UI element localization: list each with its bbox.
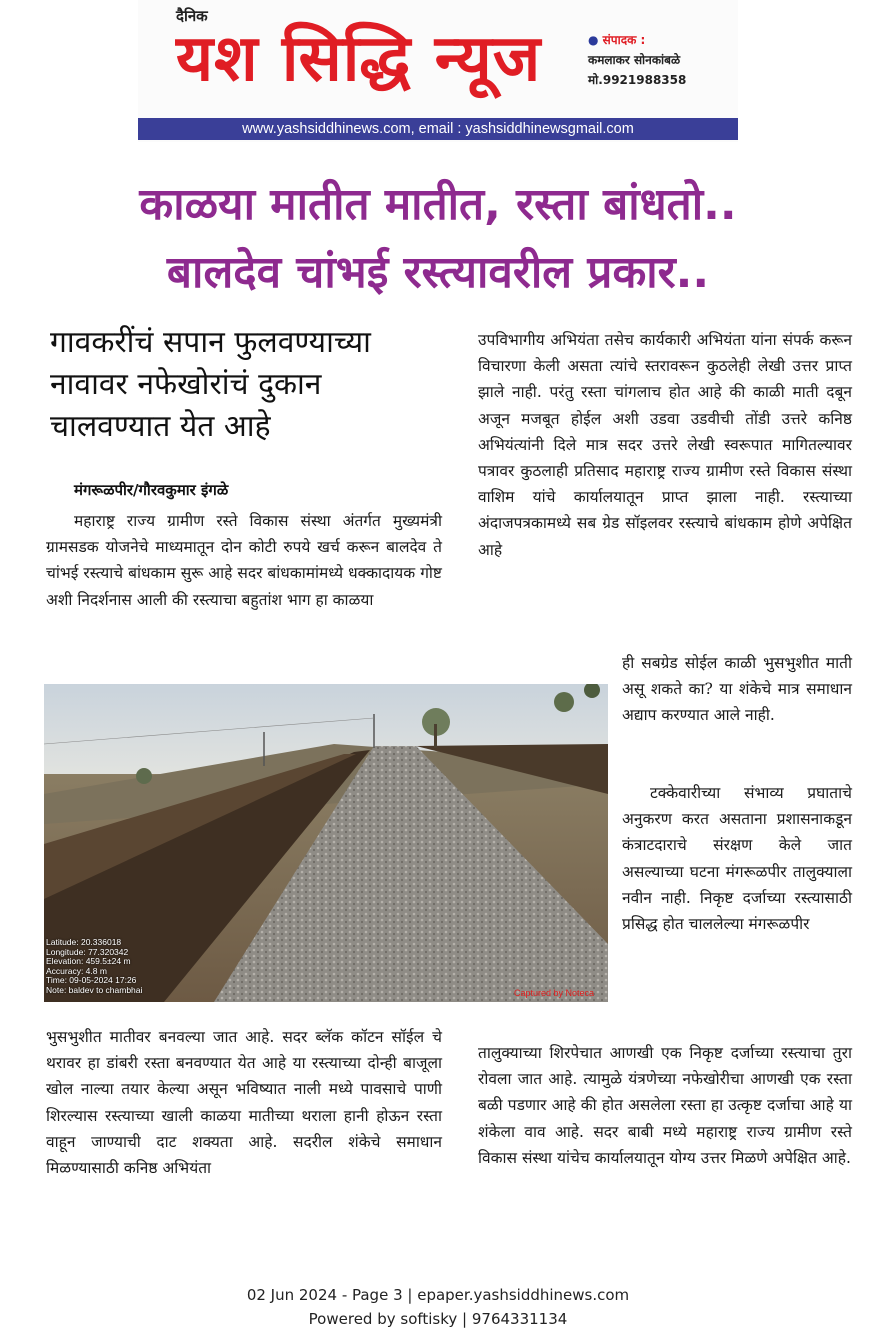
- editor-block: [588, 30, 686, 90]
- headline-line-2: बालदेव चांभई रस्त्यावरील प्रकार..: [166, 247, 710, 298]
- article-paragraph: भुसभुशीत मातीवर बनवल्या जात आहे. सदर ब्लॅक कॉटन सॉईल चे थरावर हा डांबरी रस्ता बनवण्यात येत आहे या रस्त्याच्या दोन्ही बाजूला खोल नाल्या तयार केल्या असून भविष्यात नाली मध्ये पावसाचे पाणी शिरल्यास रस्त्याच्या खाली काळया मातीच्या थराला हानी होऊन रस्ता वाहून जाण्याची दाट शक्यता आहे. सदरील शंकेचे समाधान मिळण्यासाठी कनिष्ठ अभियंता: [46, 1028, 442, 1178]
- headline-line-1: काळया मातीत मातीत, रस्ता बांधतो..: [139, 179, 737, 230]
- geo-latitude: Latitude: 20.336018: [46, 937, 122, 947]
- newspaper-name: यश सिद्धि न्यूज: [176, 22, 542, 96]
- editor-phone: मो.9921988358: [588, 73, 687, 87]
- article-subheading: गावकरींचं सपान फुलवण्याच्या नावावर नफेखोरांचं दुकान चालवण्यात येत आहे: [50, 325, 371, 444]
- bullet-icon: ●: [588, 33, 599, 47]
- geo-accuracy: Accuracy: 4.8 m: [46, 965, 107, 976]
- article-paragraph: टक्केवारीच्या संभाव्य प्रघाताचे अनुकरण करत असताना प्रशासनाकडून कंत्राटदाराचे संरक्षण केले जात असल्याच्या घटना मंगरूळपीर तालुक्याला नवीन नाही. निकृष्ट दर्जाच्या रस्त्यासाठी प्रसिद्ध होत चाललेल्या मंगरूळपीर: [622, 784, 852, 934]
- article-paragraph: उपविभागीय अभियंता तसेच कार्यकारी अभियंता यांना संपर्क करून विचारणा केली असता त्यांचे स्तरावरून कुठलेही लेखी उत्तर प्राप्त झाले नाही. परंतु रस्ता चांगलाच होत आहे की काळी माती दबून अजून मजबूत होईल अशी उडवा उडवीची तोंडी उत्तरे कनिष्ठ अभियंत्यांनी दिले मात्र सदर उत्तरे लेखी स्वरूपात मागितल्यावर पत्रावर कुठलाही प्रतिसाद महाराष्ट्र राज्य ग्रामीण रस्ते विकास संस्था वाशिम यांचे कार्यालयातून प्राप्त झाला नाही. रस्त्याच्या अंदाजपत्रकामध्ये सब ग्रेड सॉइलवर रस्त्याचे बांधकाम होणे अपेक्षित आहे: [478, 331, 852, 559]
- article-paragraph: ही सबग्रेड सोईल काळी भुसभुशीत माती असू शकते का? या शंकेचे मात्र समाधान अद्याप करण्यात आले नाही.: [622, 654, 852, 725]
- geo-note: Note: baldev to chambhai: [46, 984, 143, 995]
- geo-longitude: Longitude: 77.320342: [46, 946, 129, 957]
- road-photo: [44, 684, 608, 1002]
- editor-name: कमलाकर सोनकांबळे: [588, 53, 681, 67]
- photo-credit: Captured by Noteca: [513, 988, 594, 998]
- geo-tag: [46, 938, 142, 995]
- geo-time: Time: 09-05-2024 17:26: [46, 975, 137, 985]
- editor-label: संपादक :: [602, 33, 646, 47]
- footer-powered-by: Powered by softisky | 9764331134: [308, 1310, 568, 1328]
- website-strip: www.yashsiddhinews.com, email : yashsiddhinewsgmail.com: [138, 118, 738, 140]
- footer-page-info: 02 Jun 2024 - Page 3 | epaper.yashsiddhinews.com: [246, 1286, 630, 1304]
- article-byline: मंगरूळपीर/गौरवकुमार इंगळे: [74, 481, 229, 499]
- geo-elevation: Elevation: 459.5±24 m: [46, 956, 131, 966]
- masthead: [138, 0, 738, 142]
- article-paragraph: तालुक्याच्या शिरपेचात आणखी एक निकृष्ट दर्जाच्या रस्त्याचा तुरा रोवला जात आहे. त्यामुळे यंत्रणेच्या नफेखोरीचा आणखी एक रस्ता बळी पडणार आहे की होत असलेला रस्ता हा उत्कृष्ट दर्जाचा आहे या शंकेला वाव आहे. सदर बाबी मध्ये महाराष्ट्र राज्य ग्रामीण रस्ते विकास संस्था यांचेच कार्यालयातून योग्य उत्तर मिळणे अपेक्षित आहे.: [478, 1044, 852, 1167]
- daily-label: दैनिक: [176, 7, 208, 25]
- article-paragraph: महाराष्ट्र राज्य ग्रामीण रस्ते विकास संस्था अंतर्गत मुख्यमंत्री ग्रामसडक योजनेचे माध्यमातून दोन कोटी रुपये खर्च करून बालदेव ते चांभई रस्त्याचे बांधकाम सुरू आहे सदर बांधकामांमध्ये धक्कादायक गोष्ट अशी निदर्शनास आली की रस्त्याचा बहुतांश भाग हा काळया: [46, 512, 442, 609]
